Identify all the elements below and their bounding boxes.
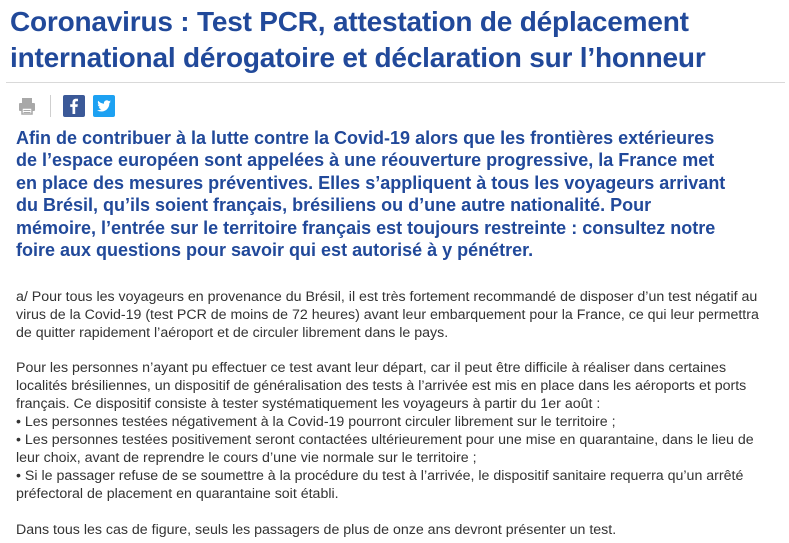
- lead-line: en place des mesures préventives. Elles s’appliquent à tous les voyageurs arrivant: [16, 172, 726, 193]
- paragraph-test-recommendation: [16, 288, 786, 342]
- twitter-icon[interactable]: [93, 95, 115, 117]
- lead-line-end: .: [528, 240, 534, 261]
- paragraph-line: a/ Pour tous les voyageurs en provenance du Brésil, il est très fortement recommandé de disposer d’un test négatif au: [16, 289, 758, 305]
- paragraph-line: • Les personnes testées négativement à la Covid-19 pourront circuler librement sur le territoire ;: [16, 414, 616, 430]
- print-icon[interactable]: [16, 95, 38, 117]
- lead-line: du Brésil, qu’ils soient français, brésiliens ou d’une autre nationalité. Pour: [16, 195, 652, 216]
- paragraph-arrival-testing: [16, 359, 786, 503]
- title-line: international dérogatoire et déclaration sur l’honneur: [10, 42, 706, 73]
- page-title: [10, 4, 785, 76]
- paragraph-line: Pour les personnes n’ayant pu effectuer ce test avant leur départ, car il peut être difficile à réaliser dans certaines: [16, 360, 727, 376]
- facebook-icon[interactable]: [63, 95, 85, 117]
- title-line: Coronavirus : Test PCR, attestation de déplacement: [10, 6, 689, 37]
- paragraph-line: Dans tous les cas de figure, seuls les passagers de plus de onze ans devront présenter un test.: [16, 522, 617, 538]
- faq-link[interactable]: consultez notre: [582, 217, 716, 238]
- paragraph-line: préfectoral de placement en quarantaine soit établi.: [16, 486, 339, 502]
- lead-line: [16, 239, 786, 261]
- lead-paragraph: [16, 127, 786, 261]
- title-divider: [6, 82, 785, 83]
- paragraph-line: virus de la Covid-19 (test PCR de moins de 72 heures) avant leur embarquement pour la France, ce qui leur permettra: [16, 307, 759, 323]
- share-divider: [50, 95, 51, 117]
- paragraph-line: français. Ce dispositif consiste à tester systématiquement les voyageurs à partir du 1er août :: [16, 396, 601, 412]
- paragraph-line: de quitter rapidement l’aéroport et de circuler librement dans le pays.: [16, 325, 449, 341]
- share-toolbar: [16, 92, 123, 120]
- paragraph-line: • Les personnes testées positivement seront contactées ultérieurement pour une mise en quarantaine, dans le lieu de: [16, 432, 754, 448]
- lead-line-text: mémoire, l’entrée sur le territoire français est toujours restreinte :: [16, 217, 583, 238]
- lead-line: [16, 217, 786, 239]
- paragraph-line: • Si le passager refuse de se soumettre à la procédure du test à l’arrivée, le dispositif sanitaire requerra qu’un arrêté: [16, 468, 744, 484]
- paragraph-line: leur choix, avant de reprendre le cours d’une vie normale sur le territoire ;: [16, 450, 477, 466]
- lead-line: Afin de contribuer à la lutte contre la Covid-19 alors que les frontières extérieures: [16, 128, 715, 148]
- faq-link[interactable]: foire aux questions pour savoir qui est autorisé à y pénétrer: [16, 240, 529, 261]
- lead-line: de l’espace européen sont appelées à une réouverture progressive, la France met: [16, 150, 715, 171]
- paragraph-line: localités brésiliennes, un dispositif de généralisation des tests à l’arrivée est mis en place dans les aéroports et ports: [16, 378, 747, 394]
- paragraph-age-rule: [16, 521, 786, 539]
